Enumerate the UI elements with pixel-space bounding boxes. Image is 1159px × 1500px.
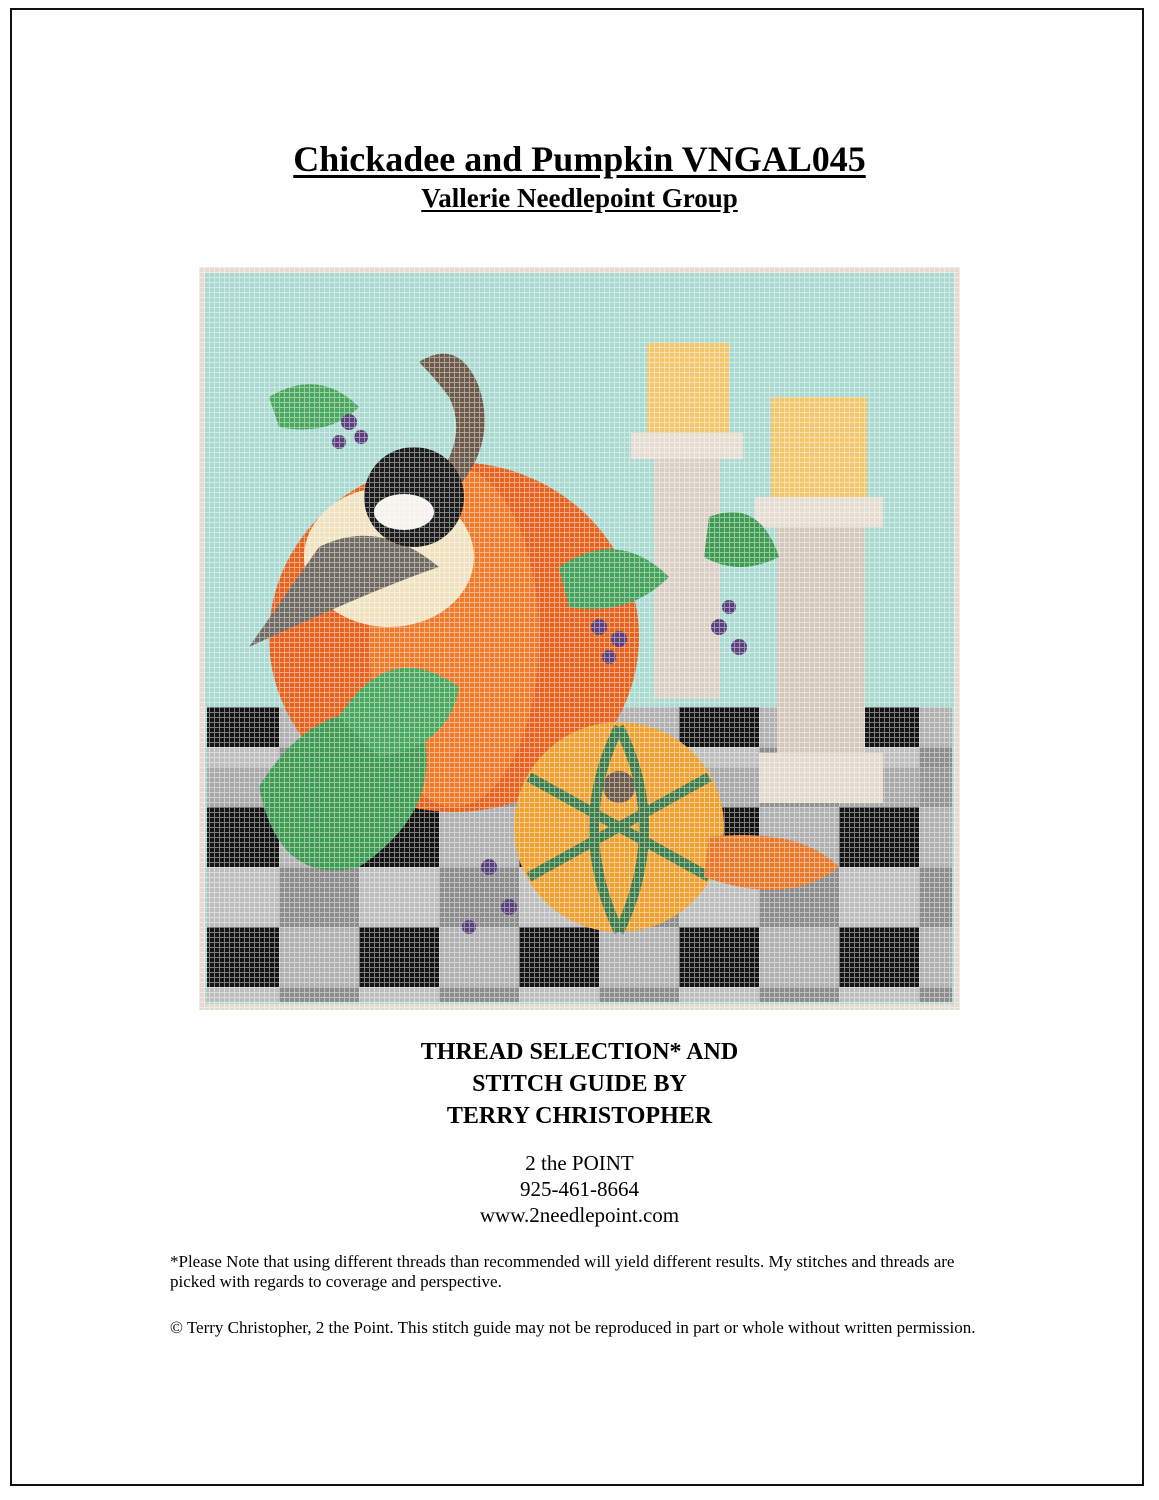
document-title: Chickadee and Pumpkin VNGAL045	[293, 139, 866, 179]
credits-line-1: THREAD SELECTION* AND	[420, 1039, 739, 1065]
copyright-note: © Terry Christopher, 2 the Point. This stitch guide may not be reproduced in part or whole without written permission.	[170, 1318, 976, 1337]
website-link[interactable]: www.2needlepoint.com	[479, 1203, 680, 1227]
needlepoint-canvas-image	[199, 267, 960, 1010]
credits-block	[0, 1036, 1159, 1132]
credits-line-3: TERRY CHRISTOPHER	[446, 1103, 713, 1129]
credits-line-2: STITCH GUIDE BY	[472, 1071, 687, 1097]
phone-number: 925-461-8664	[520, 1177, 639, 1201]
document-subtitle: Vallerie Needlepoint Group	[421, 183, 738, 213]
thread-note: *Please Note that using different threads than recommended will yield different results. My stitches and threads are picked with regards to coverage and perspective.	[170, 1252, 955, 1291]
canvas-mesh	[199, 267, 960, 1010]
contact-block	[0, 1150, 1159, 1228]
shop-name: 2 the POINT	[525, 1151, 634, 1175]
